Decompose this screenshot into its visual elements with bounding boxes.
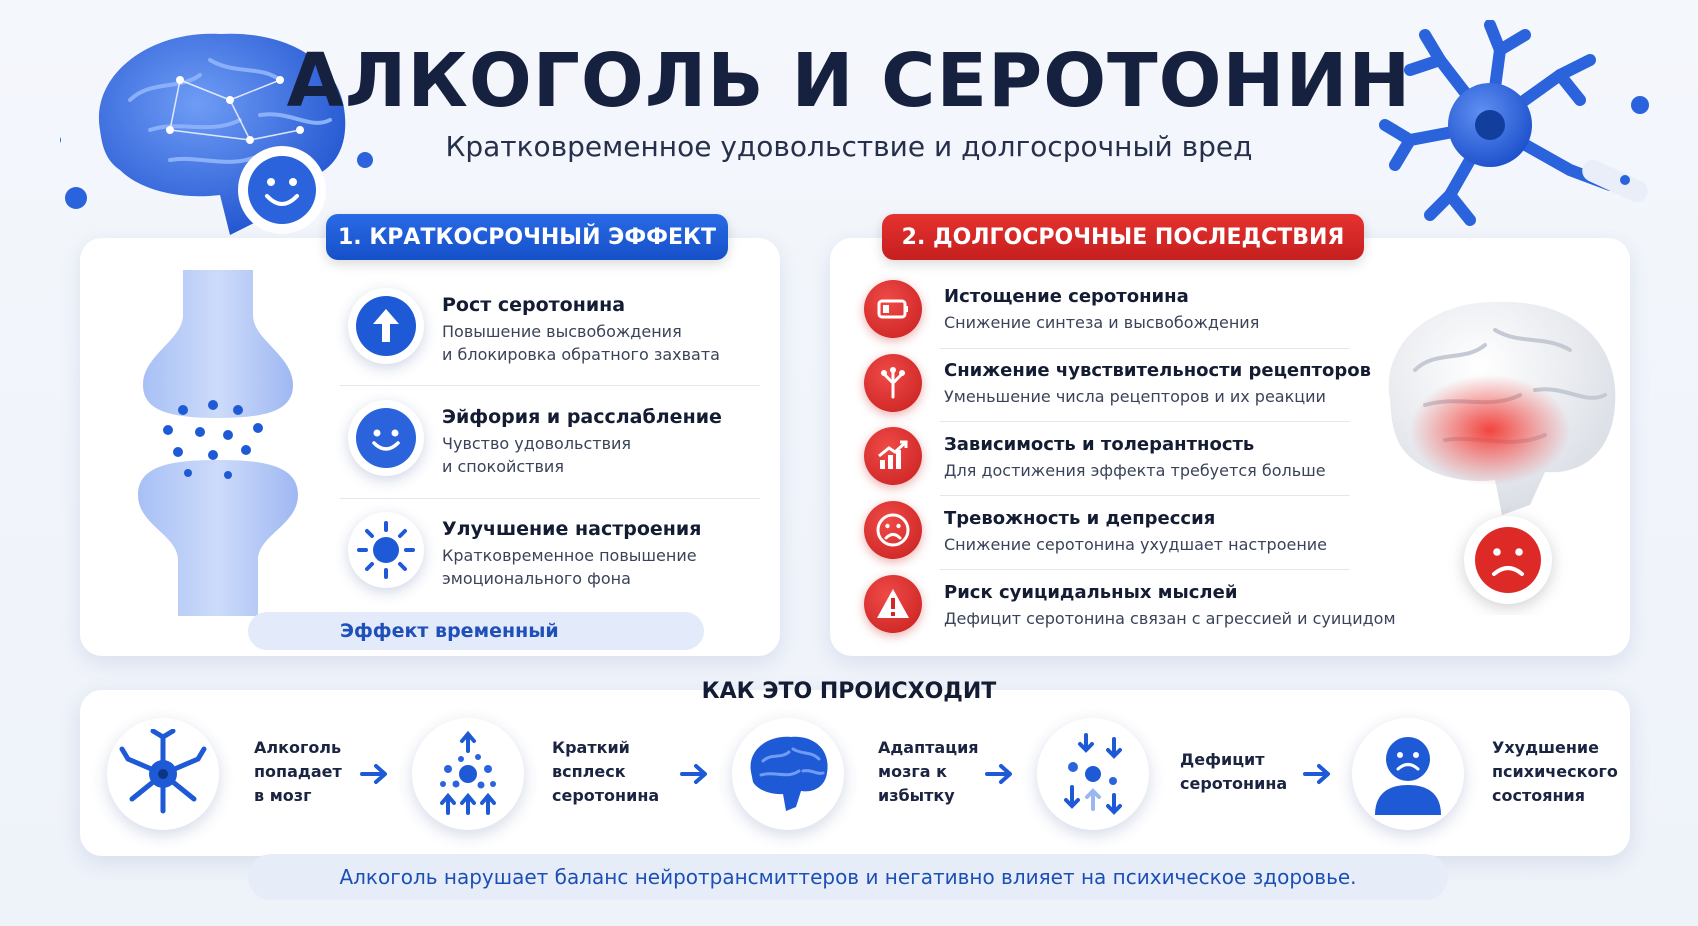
battery-low-icon [864, 280, 922, 338]
temporary-effect-note: Эффект временный [248, 612, 704, 650]
how-it-works-title: КАК ЭТО ПРОИСХОДИТ [701, 679, 997, 704]
deficit-icon [1037, 718, 1149, 830]
sad-face-icon [864, 501, 922, 559]
arrow-right-icon [1303, 762, 1333, 786]
page-subtitle: Кратковременное удовольствие и долгосрочный вред [445, 130, 1253, 163]
step-label-3: Адаптация мозга к избытку [878, 738, 979, 805]
smile-icon [348, 400, 424, 476]
growth-chart-icon [864, 427, 922, 485]
long-item-desc-2: Уменьшение числа рецепторов и их реакции [944, 387, 1326, 406]
neuron-icon [107, 718, 219, 830]
step-label-1: Алкоголь попадает в мозг [254, 738, 342, 805]
step-label-5: Ухудшение психического состояния [1492, 738, 1618, 805]
short-item-desc-1: Повышение высвобождения и блокировка обратного захвата [442, 322, 720, 364]
long-item-title-1: Истощение серотонина [944, 286, 1189, 307]
short-item-title-2: Эйфория и расслабление [442, 406, 722, 428]
arrow-right-icon [360, 762, 390, 786]
long-item-desc-1: Снижение синтеза и высвобождения [944, 313, 1260, 332]
short-item-title-3: Улучшение настроения [442, 518, 702, 540]
long-item-desc-4: Снижение серотонина ухудшает настроение [944, 535, 1328, 554]
step-label-4: Дефицит серотонина [1180, 750, 1288, 793]
short-item-desc-3: Кратковременное повышение эмоционального фона [442, 546, 697, 588]
damaged-brain-illustration [1370, 290, 1630, 615]
footer-message: Алкоголь нарушает баланс нейротрансмиттеров и негативно влияет на психическое здоровье. [248, 854, 1448, 900]
brain-icon [732, 718, 844, 830]
synapse-illustration [128, 270, 308, 616]
long-item-title-4: Тревожность и депрессия [944, 508, 1216, 529]
sun-icon [348, 512, 424, 588]
short-item-desc-2: Чувство удовольствия и спокойствия [442, 434, 632, 476]
long-item-desc-3: Для достижения эффекта требуется больше [944, 461, 1326, 480]
receptor-icon [864, 354, 922, 412]
divider [340, 385, 760, 386]
divider [940, 421, 1350, 422]
long-term-badge: 2. ДОЛГОСРОЧНЫЕ ПОСЛЕДСТВИЯ [882, 214, 1364, 260]
arrow-up-icon [348, 288, 424, 364]
page-title: АЛКОГОЛЬ И СЕРОТОНИН [286, 38, 1412, 124]
short-item-title-1: Рост серотонина [442, 294, 626, 316]
long-item-title-5: Риск суицидальных мыслей [944, 582, 1238, 603]
divider [940, 569, 1350, 570]
warning-icon [864, 575, 922, 633]
short-term-badge: 1. КРАТКОСРОЧНЫЙ ЭФФЕКТ [326, 214, 728, 260]
step-label-2: Краткий всплеск серотонина [552, 738, 660, 805]
burst-icon [412, 718, 524, 830]
long-item-desc-5: Дефицит серотонина связан с агрессией и суицидом [944, 609, 1396, 628]
divider [940, 495, 1350, 496]
divider [340, 498, 760, 499]
arrow-right-icon [985, 762, 1015, 786]
sad-person-icon [1352, 718, 1464, 830]
arrow-right-icon [680, 762, 710, 786]
long-item-title-3: Зависимость и толерантность [944, 434, 1255, 455]
long-item-title-2: Снижение чувствительности рецепторов [944, 360, 1371, 381]
divider [940, 348, 1350, 349]
